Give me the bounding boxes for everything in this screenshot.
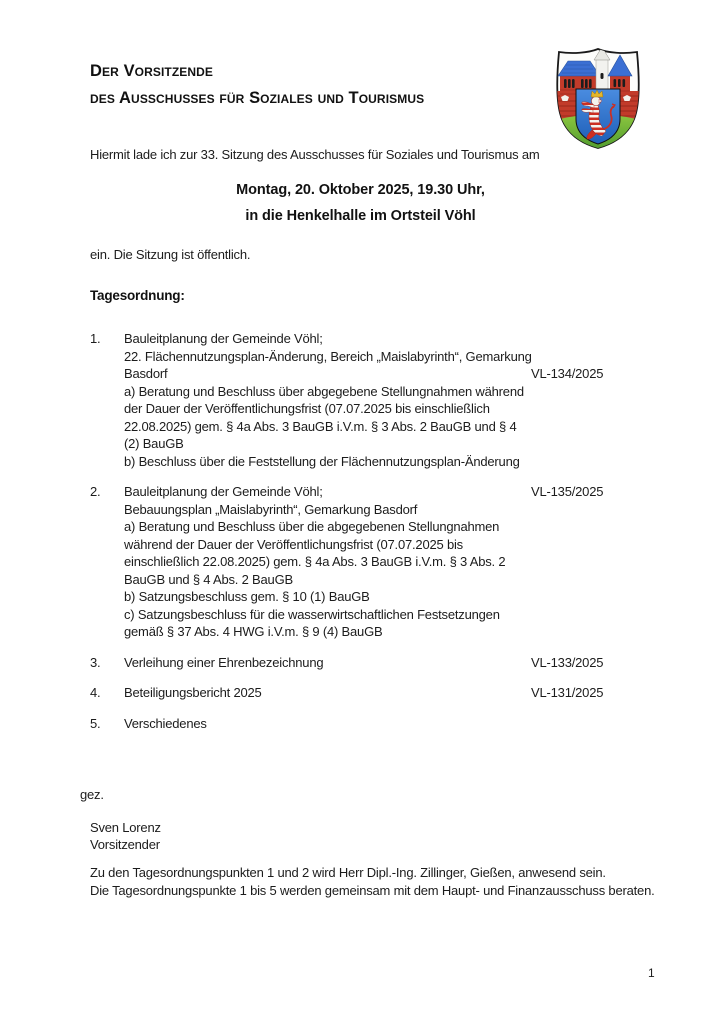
signature-title: Vorsitzender [90,837,160,852]
agenda-item-ref: VL-134/2025 [531,366,604,381]
agenda-item-ref: VL-133/2025 [531,654,604,670]
agenda-line: b) Satzungsbeschluss gem. § 10 (1) BauGB [124,589,370,604]
agenda-line: (2) BauGB [124,436,184,451]
agenda-line: Beteiligungsbericht 2025 [124,685,262,700]
agenda-item-3 [90,654,631,672]
agenda-item-4 [90,684,631,702]
agenda-line: a) Beratung und Beschluss über abgegebene Stellungnahmen während [124,383,524,399]
agenda-item-number: 4. [90,685,101,700]
agenda-list [90,330,631,732]
agenda-line: während der Dauer der Veröffentlichungsfrist (07.07.2025 bis [124,536,463,552]
document-header [90,58,631,112]
header-line-1: Der Vorsitzende [90,62,214,80]
agenda-item-1 [90,330,631,470]
agenda-line: Basdorf [124,366,168,381]
note-line-2: Die Tagesordnungspunkte 1 bis 5 werden gemeinsam mit dem Haupt- und Finanzausschuss beraten. [90,883,655,898]
public-session-note: ein. Die Sitzung ist öffentlich. [90,247,251,262]
agenda-line: BauGB und § 4 Abs. 2 BauGB [124,571,293,587]
agenda-item-2 [90,483,631,641]
meeting-date-line: Montag, 20. Oktober 2025, 19.30 Uhr, [236,182,485,198]
agenda-item-5 [90,715,631,733]
agenda-item-text [124,715,207,733]
meeting-date-location [90,177,631,229]
agenda-item-number: 2. [90,484,101,499]
note-line-1: Zu den Tagesordnungspunkten 1 und 2 wird Herr Dipl.-Ing. Zillinger, Gießen, anwesend sein. [90,864,606,880]
meeting-location-line: in die Henkelhalle im Ortsteil Vöhl [245,208,476,224]
agenda-line: der Dauer der Veröffentlichungsfrist (07.07.2025 bis einschließlich [124,401,490,416]
invitation-line: Hiermit lade ich zur 33. Sitzung des Ausschusses für Soziales und Tourismus am [90,147,540,162]
signature-block [90,819,631,854]
agenda-item-text [124,483,505,641]
agenda-item-ref: VL-135/2025 [531,484,604,499]
agenda-line: b) Beschluss über die Feststellung der Flächennutzungsplan-Änderung [124,453,520,469]
document-content [80,58,655,901]
agenda-line: Verschiedenes [124,715,207,731]
agenda-item-text [124,330,531,470]
page-number: 1 [648,966,655,980]
agenda-line: einschließlich 22.08.2025) gem. § 4a Abs. 3 BauGB i.V.m. § 3 Abs. 2 [124,554,506,569]
footer-notes [90,864,655,901]
agenda-line: c) Satzungsbeschluss für die wasserwirtschaftlichen Festsetzungen [124,606,500,622]
agenda-title: Tagesordnung: [90,288,185,303]
agenda-line: gemäß § 37 Abs. 4 HWG i.V.m. § 9 (4) BauGB [124,624,383,639]
signature-name: Sven Lorenz [90,819,161,835]
agenda-line: Bebauungsplan „Maislabyrinth“, Gemarkung Basdorf [124,501,418,517]
agenda-item-number: 1. [90,331,101,346]
agenda-item-number: 5. [90,715,101,731]
agenda-item-text [124,654,323,672]
agenda-line: a) Beratung und Beschluss über die abgegebenen Stellungnahmen [124,519,500,534]
agenda-item-text [124,684,262,702]
agenda-line: 22. Flächennutzungsplan-Änderung, Bereich „Maislabyrinth“, Gemarkung [124,348,532,364]
agenda-line: Verleihung einer Ehrenbezeichnung [124,654,324,670]
agenda-line: Bauleitplanung der Gemeinde Vöhl; [124,484,323,499]
agenda-line: 22.08.2025) gem. § 4a Abs. 3 BauGB i.V.m. § 3 Abs. 2 BauGB und § 4 [124,418,517,434]
signed-abbreviation: gez. [80,787,104,802]
agenda-line: Bauleitplanung der Gemeinde Vöhl; [124,331,323,346]
agenda-item-ref: VL-131/2025 [531,685,604,700]
header-line-2: des Ausschusses für Soziales und Tourismus [90,89,425,107]
agenda-item-number: 3. [90,654,101,670]
